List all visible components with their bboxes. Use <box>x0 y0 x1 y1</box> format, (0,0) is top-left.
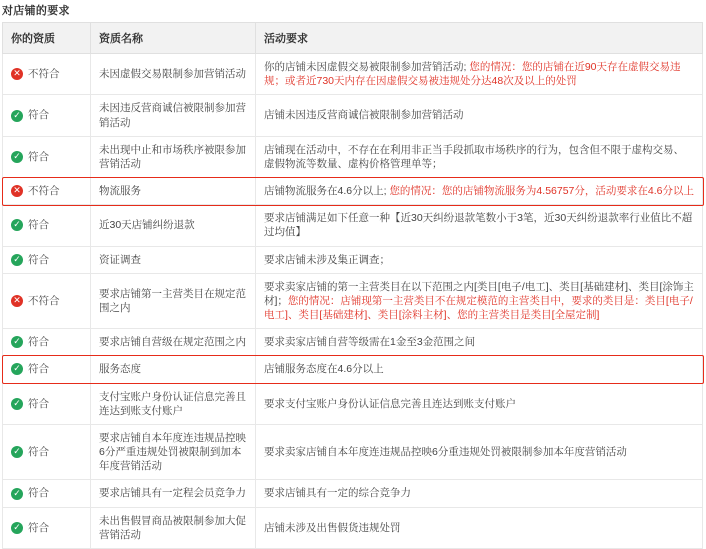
status-cell <box>3 356 91 383</box>
table-row <box>3 507 703 548</box>
qualification-name: 要求店铺第一主营类目在规定范围之内 <box>91 273 256 329</box>
description-text: 要求店铺未涉及集正调查； <box>264 253 390 266</box>
status-cell <box>3 178 91 205</box>
requirement-description <box>256 178 703 205</box>
table-row <box>3 329 703 356</box>
status-glyph: ✓ <box>13 220 21 231</box>
check-circle-icon <box>11 336 23 348</box>
requirement-description <box>256 205 703 246</box>
description-text: 店铺现在活动中，不存在在利用非正当手段抓取市场秩序的行为，包含但不限于虚构交易、虚假物流等数量、虚构价格管理单等； <box>264 143 684 170</box>
status-badge: 符合 <box>28 219 49 232</box>
status-glyph: ✕ <box>13 69 21 80</box>
description-text: 要求卖家店铺的第一主营类目在以下范围之内[类目[电子/电工]、类目[基础建材]、类目[涂饰主材]； <box>264 280 694 307</box>
table-row <box>3 273 703 329</box>
qualification-name: 未出售假冒商品被限制参加大促营销活动 <box>91 507 256 548</box>
status-glyph: ✕ <box>13 295 21 306</box>
description-text: 你的店铺未因虚假交易被限制参加营销活动; <box>264 61 470 73</box>
requirement-description <box>256 480 703 507</box>
requirement-description <box>256 136 703 177</box>
qualification-name: 支付宝账户身份认证信息完善且连达到账支付账户 <box>91 383 256 424</box>
status-glyph: ✕ <box>13 186 21 197</box>
description-text: 店铺未因违反营商诚信被限制参加营销活动 <box>264 109 464 122</box>
column-header-requirement: 活动要求 <box>256 23 703 54</box>
check-circle-icon <box>11 151 23 163</box>
page-title: 对店铺的要求 <box>2 5 70 17</box>
description-text: 要求支付宝账户身份认证信息完善且连达到账支付账户 <box>264 397 516 410</box>
qualification-name: 未因违反营商诚信被限制参加营销活动 <box>91 95 256 136</box>
qualification-name: 物流服务 <box>91 178 256 205</box>
requirement-description <box>256 273 703 329</box>
table-row <box>3 95 703 136</box>
status-cell <box>3 424 91 480</box>
table-body <box>3 54 703 549</box>
table-row <box>3 205 703 246</box>
qualification-name: 服务态度 <box>91 356 256 383</box>
status-glyph: ✓ <box>13 110 21 121</box>
description-text: 要求卖家店铺自营等级需在1金至3金范围之间 <box>264 336 476 349</box>
table-row <box>3 136 703 177</box>
table-row <box>3 383 703 424</box>
status-cell <box>3 205 91 246</box>
status-badge: 符合 <box>28 446 49 459</box>
status-badge: 符合 <box>28 109 49 122</box>
qualification-name: 近30天店铺纠纷退款 <box>91 205 256 246</box>
description-warning-text: 您的情况：您的店铺物流服务为4.56757分，活动要求在4.6分以上 <box>389 185 694 198</box>
status-badge: 不符合 <box>28 294 60 307</box>
qualification-name: 要求店铺自营级在规定范围之内 <box>91 329 256 356</box>
description-text: 店铺服务态度在4.6分以上 <box>264 363 384 376</box>
cross-circle-icon <box>11 68 23 80</box>
status-glyph: ✓ <box>13 398 21 409</box>
check-circle-icon <box>11 254 23 266</box>
table-row <box>3 54 703 95</box>
check-circle-icon <box>11 363 23 375</box>
requirement-description <box>256 383 703 424</box>
table-row <box>3 356 703 383</box>
qualification-name: 未出现中止和市场秩序被限参加营销活动 <box>91 136 256 177</box>
table-row <box>3 480 703 507</box>
check-circle-icon <box>11 488 23 500</box>
column-header-status: 你的资质 <box>3 23 91 54</box>
status-cell <box>3 383 91 424</box>
requirement-description <box>256 356 703 383</box>
requirement-description <box>256 507 703 548</box>
check-circle-icon <box>11 446 23 458</box>
cross-circle-icon <box>11 185 23 197</box>
table-row <box>3 178 703 205</box>
description-text: 店铺未涉及出售假货违规处罚 <box>264 521 401 534</box>
qualification-name: 要求店铺自本年度连违规品控映6分严重违规处罚被限制到加本年度营销活动 <box>91 424 256 480</box>
check-circle-icon <box>11 398 23 410</box>
status-badge: 符合 <box>28 150 49 163</box>
description-text: 要求店铺满足如下任意一种【近30天纠纷退款笔数小于3笔，近30天纠纷退款率行业值比不超过均值】 <box>264 212 693 239</box>
status-glyph: ✓ <box>13 364 21 375</box>
description-text: 要求店铺具有一定的综合竞争力 <box>264 487 411 500</box>
description-warning-text: 您的情况：您的店铺在近90天存在虚假交易违规；或者近730天内存在因虚假交易被违规处分达48次及以上的处罚 <box>264 61 681 88</box>
status-badge: 符合 <box>28 397 49 410</box>
status-cell <box>3 329 91 356</box>
requirement-description <box>256 424 703 480</box>
status-badge: 符合 <box>28 336 49 349</box>
status-badge: 符合 <box>28 521 49 534</box>
status-cell <box>3 246 91 273</box>
requirement-description <box>256 95 703 136</box>
table-header-row <box>3 23 703 54</box>
description-text: 要求卖家店铺自本年度连违规品控映6分重违规处罚被限制参加本年度营销活动 <box>264 446 627 459</box>
status-cell <box>3 54 91 95</box>
table-header <box>3 23 703 54</box>
status-glyph: ✓ <box>13 447 21 458</box>
requirement-description <box>256 246 703 273</box>
status-badge: 符合 <box>28 363 49 376</box>
check-circle-icon <box>11 219 23 231</box>
column-header-name: 资质名称 <box>91 23 256 54</box>
description-warning-text: 您的情况：店铺现第一主营类目不在规定模范的主营类目中，要求的类目是：类目[电子/电工]、类目[基础建材]、类目[涂料主材]、您的主营类目是类目[全屋定制] <box>264 294 693 322</box>
cross-circle-icon <box>11 295 23 307</box>
status-glyph: ✓ <box>13 337 21 348</box>
status-glyph: ✓ <box>13 488 21 499</box>
requirements-table <box>2 22 703 549</box>
status-cell <box>3 95 91 136</box>
check-circle-icon <box>11 522 23 534</box>
status-badge: 不符合 <box>28 185 60 198</box>
status-badge: 不符合 <box>28 68 60 81</box>
status-cell <box>3 136 91 177</box>
status-glyph: ✓ <box>13 254 21 265</box>
status-cell <box>3 480 91 507</box>
status-badge: 符合 <box>28 253 49 266</box>
qualification-name: 资证调查 <box>91 246 256 273</box>
qualification-name: 要求店铺具有一定程会员竞争力 <box>91 480 256 507</box>
table-row <box>3 424 703 480</box>
status-glyph: ✓ <box>13 522 21 533</box>
status-badge: 符合 <box>28 487 49 500</box>
status-glyph: ✓ <box>13 151 21 162</box>
requirement-description <box>256 54 703 95</box>
status-cell <box>3 507 91 548</box>
description-text: 店铺物流服务在4.6分以上; <box>264 185 390 198</box>
status-cell <box>3 273 91 329</box>
table-row <box>3 246 703 273</box>
check-circle-icon <box>11 110 23 122</box>
requirement-description <box>256 329 703 356</box>
qualification-name: 未因虚假交易限制参加营销活动 <box>91 54 256 95</box>
